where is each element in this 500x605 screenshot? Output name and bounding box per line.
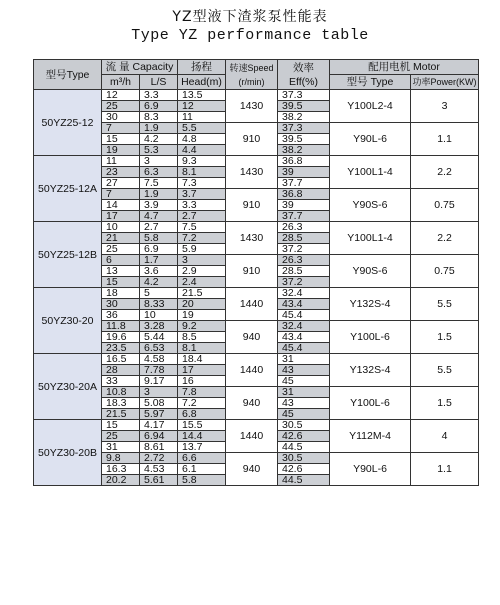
header-head-unit: Head(m) — [178, 75, 226, 90]
motor-type-cell: Y100L2-4 — [330, 90, 411, 123]
flow-m3h-cell: 10 — [102, 222, 140, 233]
flow-m3h-cell: 10.8 — [102, 387, 140, 398]
head-cell: 8.5 — [178, 332, 226, 343]
flow-ls-cell: 8.33 — [140, 299, 178, 310]
head-cell: 13.7 — [178, 442, 226, 453]
efficiency-cell: 45.4 — [278, 343, 330, 354]
motor-power-cell: 1.5 — [411, 387, 479, 420]
efficiency-cell: 45 — [278, 376, 330, 387]
head-cell: 6.1 — [178, 464, 226, 475]
page-title-chinese: YZ型液下渣浆泵性能表 — [172, 9, 328, 25]
flow-ls-cell: 1.9 — [140, 189, 178, 200]
flow-m3h-cell: 14 — [102, 200, 140, 211]
flow-m3h-cell: 21 — [102, 233, 140, 244]
model-cell: 50YZ25-12 — [34, 90, 102, 156]
flow-m3h-cell: 25 — [102, 101, 140, 112]
efficiency-cell: 39.5 — [278, 134, 330, 145]
flow-ls-cell: 5.3 — [140, 145, 178, 156]
motor-power-cell: 4 — [411, 420, 479, 453]
speed-cell: 910 — [226, 123, 278, 156]
flow-ls-cell: 6.9 — [140, 244, 178, 255]
motor-power-cell: 0.75 — [411, 255, 479, 288]
head-cell: 12 — [178, 101, 226, 112]
table-body — [34, 90, 479, 486]
head-cell: 7.2 — [178, 233, 226, 244]
efficiency-cell: 31 — [278, 354, 330, 365]
header-flow-ls: L/S — [140, 75, 178, 90]
flow-m3h-cell: 15 — [102, 420, 140, 431]
flow-m3h-cell: 20.2 — [102, 475, 140, 486]
efficiency-cell: 43.4 — [278, 332, 330, 343]
head-cell: 8.1 — [178, 167, 226, 178]
flow-ls-cell: 2.7 — [140, 222, 178, 233]
flow-m3h-cell: 27 — [102, 178, 140, 189]
model-cell: 50YZ30-20A — [34, 354, 102, 420]
flow-m3h-cell: 11.8 — [102, 321, 140, 332]
head-cell: 6.8 — [178, 409, 226, 420]
flow-m3h-cell: 19.6 — [102, 332, 140, 343]
header-motor-type: 型号 Type — [330, 75, 411, 90]
page-title-english: Type YZ performance table — [131, 27, 369, 44]
motor-power-cell: 3 — [411, 90, 479, 123]
flow-ls-cell: 3.3 — [140, 90, 178, 101]
flow-m3h-cell: 19 — [102, 145, 140, 156]
speed-cell: 1430 — [226, 90, 278, 123]
head-cell: 5.8 — [178, 475, 226, 486]
efficiency-cell: 31 — [278, 387, 330, 398]
motor-type-cell: Y100L-6 — [330, 321, 411, 354]
motor-power-cell: 2.2 — [411, 156, 479, 189]
head-cell: 8.1 — [178, 343, 226, 354]
performance-table — [33, 59, 479, 486]
efficiency-cell: 26.3 — [278, 222, 330, 233]
flow-m3h-cell: 30 — [102, 299, 140, 310]
flow-ls-cell: 6.3 — [140, 167, 178, 178]
flow-ls-cell: 3.9 — [140, 200, 178, 211]
speed-cell: 940 — [226, 453, 278, 486]
flow-m3h-cell: 15 — [102, 134, 140, 145]
head-cell: 4.4 — [178, 145, 226, 156]
head-cell: 11 — [178, 112, 226, 123]
head-cell: 2.4 — [178, 277, 226, 288]
model-cell: 50YZ30-20B — [34, 420, 102, 486]
head-cell: 18.4 — [178, 354, 226, 365]
head-cell: 7.8 — [178, 387, 226, 398]
motor-power-cell: 1.1 — [411, 123, 479, 156]
flow-ls-cell: 10 — [140, 310, 178, 321]
flow-m3h-cell: 25 — [102, 244, 140, 255]
efficiency-cell: 32.4 — [278, 321, 330, 332]
motor-type-cell: Y100L-6 — [330, 387, 411, 420]
efficiency-cell: 43.4 — [278, 299, 330, 310]
flow-ls-cell: 8.61 — [140, 442, 178, 453]
flow-ls-cell: 4.2 — [140, 277, 178, 288]
flow-ls-cell: 4.2 — [140, 134, 178, 145]
flow-ls-cell: 5.08 — [140, 398, 178, 409]
efficiency-cell: 30.5 — [278, 420, 330, 431]
speed-cell: 1440 — [226, 288, 278, 321]
table-row — [34, 420, 479, 431]
head-cell: 17 — [178, 365, 226, 376]
flow-ls-cell: 2.72 — [140, 453, 178, 464]
flow-ls-cell: 5 — [140, 288, 178, 299]
flow-ls-cell: 1.7 — [140, 255, 178, 266]
motor-type-cell: Y100L1-4 — [330, 156, 411, 189]
head-cell: 6.6 — [178, 453, 226, 464]
efficiency-cell: 36.8 — [278, 156, 330, 167]
flow-m3h-cell: 18 — [102, 288, 140, 299]
head-cell: 21.5 — [178, 288, 226, 299]
head-cell: 14.4 — [178, 431, 226, 442]
flow-m3h-cell: 23.5 — [102, 343, 140, 354]
head-cell: 16 — [178, 376, 226, 387]
header-speed-unit: (r/min) — [238, 76, 265, 87]
efficiency-cell: 37.2 — [278, 277, 330, 288]
motor-type-cell: Y100L1-4 — [330, 222, 411, 255]
efficiency-cell: 30.5 — [278, 453, 330, 464]
head-cell: 7.2 — [178, 398, 226, 409]
head-cell: 5.5 — [178, 123, 226, 134]
head-cell: 7.5 — [178, 222, 226, 233]
flow-m3h-cell: 36 — [102, 310, 140, 321]
flow-m3h-cell: 28 — [102, 365, 140, 376]
flow-ls-cell: 4.17 — [140, 420, 178, 431]
efficiency-cell: 42.6 — [278, 464, 330, 475]
table-row — [34, 288, 479, 299]
head-cell: 3.3 — [178, 200, 226, 211]
flow-m3h-cell: 6 — [102, 255, 140, 266]
efficiency-cell: 44.5 — [278, 475, 330, 486]
motor-power-cell: 0.75 — [411, 189, 479, 222]
flow-m3h-cell: 12 — [102, 90, 140, 101]
flow-ls-cell: 5.8 — [140, 233, 178, 244]
head-cell: 2.7 — [178, 211, 226, 222]
flow-ls-cell: 6.9 — [140, 101, 178, 112]
efficiency-cell: 37.2 — [278, 244, 330, 255]
flow-ls-cell: 9.17 — [140, 376, 178, 387]
flow-m3h-cell: 11 — [102, 156, 140, 167]
flow-m3h-cell: 21.5 — [102, 409, 140, 420]
header-head: 扬程 — [178, 60, 226, 75]
flow-ls-cell: 5.97 — [140, 409, 178, 420]
table-row — [34, 354, 479, 365]
flow-ls-cell: 3.6 — [140, 266, 178, 277]
efficiency-cell: 36.8 — [278, 189, 330, 200]
flow-m3h-cell: 9.8 — [102, 453, 140, 464]
header-capacity: 流 量 Capacity — [102, 60, 178, 75]
model-cell: 50YZ25-12B — [34, 222, 102, 288]
head-cell: 19 — [178, 310, 226, 321]
flow-ls-cell: 3 — [140, 156, 178, 167]
flow-ls-cell: 3 — [140, 387, 178, 398]
flow-ls-cell: 5.61 — [140, 475, 178, 486]
flow-ls-cell: 5.44 — [140, 332, 178, 343]
motor-type-cell: Y90S-6 — [330, 255, 411, 288]
efficiency-cell: 28.5 — [278, 233, 330, 244]
flow-ls-cell: 1.9 — [140, 123, 178, 134]
header-eff-label: 效率 — [293, 61, 314, 74]
head-cell: 15.5 — [178, 420, 226, 431]
efficiency-cell: 37.3 — [278, 90, 330, 101]
flow-m3h-cell: 31 — [102, 442, 140, 453]
efficiency-cell: 38.2 — [278, 145, 330, 156]
head-cell: 5.9 — [178, 244, 226, 255]
head-cell: 13.5 — [178, 90, 226, 101]
head-cell: 4.8 — [178, 134, 226, 145]
efficiency-cell: 42.6 — [278, 431, 330, 442]
efficiency-cell: 32.4 — [278, 288, 330, 299]
speed-cell: 1440 — [226, 420, 278, 453]
motor-type-cell: Y132S-4 — [330, 354, 411, 387]
motor-type-cell: Y90L-6 — [330, 123, 411, 156]
efficiency-cell: 28.5 — [278, 266, 330, 277]
efficiency-cell: 39 — [278, 167, 330, 178]
motor-type-cell: Y112M-4 — [330, 420, 411, 453]
header-speed-label: 转速Speed — [229, 62, 274, 73]
table-row — [34, 222, 479, 233]
header-efficiency — [278, 60, 330, 90]
head-cell: 3 — [178, 255, 226, 266]
flow-m3h-cell: 18.3 — [102, 398, 140, 409]
speed-cell: 940 — [226, 387, 278, 420]
efficiency-cell: 38.2 — [278, 112, 330, 123]
speed-cell: 1440 — [226, 354, 278, 387]
flow-m3h-cell: 33 — [102, 376, 140, 387]
motor-power-cell: 5.5 — [411, 288, 479, 321]
header-model: 型号Type — [34, 60, 102, 90]
flow-m3h-cell: 13 — [102, 266, 140, 277]
speed-cell: 1430 — [226, 222, 278, 255]
header-flow-m3h: m³/h — [102, 75, 140, 90]
table-row — [34, 90, 479, 101]
model-cell: 50YZ25-12A — [34, 156, 102, 222]
flow-m3h-cell: 30 — [102, 112, 140, 123]
flow-ls-cell: 7.5 — [140, 178, 178, 189]
flow-m3h-cell: 17 — [102, 211, 140, 222]
speed-cell: 910 — [226, 255, 278, 288]
efficiency-cell: 43 — [278, 365, 330, 376]
efficiency-cell: 37.7 — [278, 178, 330, 189]
efficiency-cell: 26.3 — [278, 255, 330, 266]
motor-type-cell: Y132S-4 — [330, 288, 411, 321]
flow-ls-cell: 6.53 — [140, 343, 178, 354]
efficiency-cell: 37.3 — [278, 123, 330, 134]
efficiency-cell: 43 — [278, 398, 330, 409]
flow-ls-cell: 4.7 — [140, 211, 178, 222]
speed-cell: 910 — [226, 189, 278, 222]
header-motor-power: 功率Power(KW) — [411, 75, 479, 90]
flow-m3h-cell: 16.3 — [102, 464, 140, 475]
header-motor: 配用电机 Motor — [330, 60, 479, 75]
flow-m3h-cell: 25 — [102, 431, 140, 442]
head-cell: 3.7 — [178, 189, 226, 200]
efficiency-cell: 45 — [278, 409, 330, 420]
head-cell: 7.3 — [178, 178, 226, 189]
header-eff-unit: Eff(%) — [289, 75, 318, 88]
head-cell: 9.3 — [178, 156, 226, 167]
flow-m3h-cell: 15 — [102, 277, 140, 288]
motor-type-cell: Y90S-6 — [330, 189, 411, 222]
motor-power-cell: 2.2 — [411, 222, 479, 255]
flow-ls-cell: 7.78 — [140, 365, 178, 376]
flow-m3h-cell: 7 — [102, 189, 140, 200]
flow-ls-cell: 8.3 — [140, 112, 178, 123]
efficiency-cell: 45.4 — [278, 310, 330, 321]
flow-ls-cell: 6.94 — [140, 431, 178, 442]
flow-m3h-cell: 23 — [102, 167, 140, 178]
head-cell: 20 — [178, 299, 226, 310]
motor-type-cell: Y90L-6 — [330, 453, 411, 486]
motor-power-cell: 1.1 — [411, 453, 479, 486]
flow-ls-cell: 4.58 — [140, 354, 178, 365]
header-speed — [226, 60, 278, 90]
motor-power-cell: 5.5 — [411, 354, 479, 387]
flow-m3h-cell: 7 — [102, 123, 140, 134]
flow-ls-cell: 4.53 — [140, 464, 178, 475]
table-row — [34, 156, 479, 167]
flow-ls-cell: 3.28 — [140, 321, 178, 332]
motor-power-cell: 1.5 — [411, 321, 479, 354]
efficiency-cell: 44.5 — [278, 442, 330, 453]
efficiency-cell: 39 — [278, 200, 330, 211]
flow-m3h-cell: 16.5 — [102, 354, 140, 365]
speed-cell: 1430 — [226, 156, 278, 189]
efficiency-cell: 37.7 — [278, 211, 330, 222]
model-cell: 50YZ30-20 — [34, 288, 102, 354]
speed-cell: 940 — [226, 321, 278, 354]
head-cell: 9.2 — [178, 321, 226, 332]
efficiency-cell: 39.5 — [278, 101, 330, 112]
head-cell: 2.9 — [178, 266, 226, 277]
